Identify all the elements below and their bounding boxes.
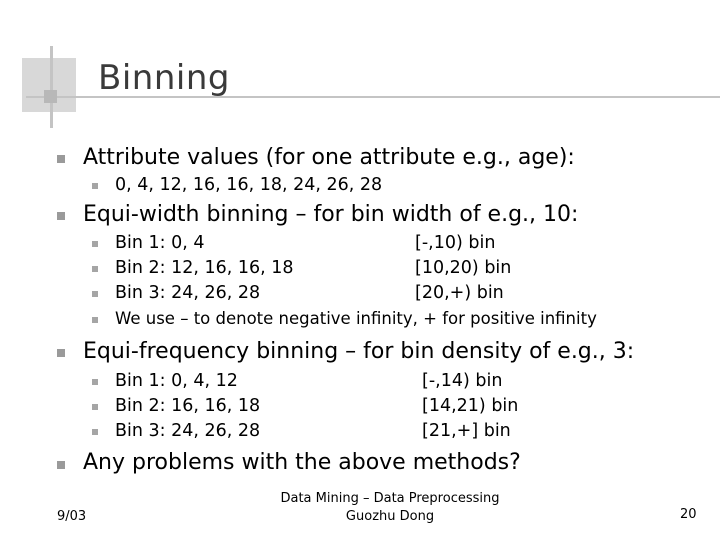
sub-bullet-square-icon (92, 317, 98, 323)
bullet-square-icon (57, 212, 65, 220)
bin-range: [-,10) bin (415, 233, 496, 253)
bin-range: [21,+] bin (422, 421, 511, 441)
sub-bullet-text: We use – to denote negative infinity, + for positive infinity (115, 309, 597, 328)
bullet-text: Any problems with the above methods? (83, 450, 521, 475)
bin-range: [-,14) bin (422, 371, 503, 391)
bullet-square-icon (57, 155, 65, 163)
bin-range: [20,+) bin (415, 283, 504, 303)
bullet-text: Equi-width binning – for bin width of e.g., 10: (83, 202, 579, 227)
sub-bullet-square-icon (92, 404, 98, 410)
slide-title: Binning (98, 58, 230, 98)
bin-label: Bin 1: 0, 4, 12 (115, 371, 238, 391)
bin-label: Bin 3: 24, 26, 28 (115, 283, 261, 303)
sub-bullet-text: 0, 4, 12, 16, 16, 18, 24, 26, 28 (115, 175, 383, 195)
bin-label: Bin 2: 16, 16, 18 (115, 396, 261, 416)
sub-bullet-square-icon (92, 291, 98, 297)
footer-title: Data Mining – Data Preprocessing (280, 491, 500, 506)
decor-square (22, 58, 76, 112)
footer-page-number: 20 (680, 507, 697, 522)
bullet-text: Equi-frequency binning – for bin density of e.g., 3: (83, 339, 635, 364)
footer-author: Guozhu Dong (345, 509, 435, 524)
bullet-square-icon (57, 349, 65, 357)
sub-bullet-square-icon (92, 183, 98, 189)
bin-range: [10,20) bin (415, 258, 512, 278)
bullet-text: Attribute values (for one attribute e.g., age): (83, 145, 575, 170)
sub-bullet-square-icon (92, 379, 98, 385)
decor-small-square (44, 90, 57, 103)
footer-date: 9/03 (57, 509, 87, 524)
bin-label: Bin 1: 0, 4 (115, 233, 205, 253)
bin-label: Bin 2: 12, 16, 16, 18 (115, 258, 294, 278)
decor-vertical-line (50, 46, 53, 128)
sub-bullet-square-icon (92, 266, 98, 272)
bullet-square-icon (57, 461, 65, 469)
sub-bullet-square-icon (92, 241, 98, 247)
bin-range: [14,21) bin (422, 396, 519, 416)
sub-bullet-square-icon (92, 429, 98, 435)
bin-label: Bin 3: 24, 26, 28 (115, 421, 261, 441)
